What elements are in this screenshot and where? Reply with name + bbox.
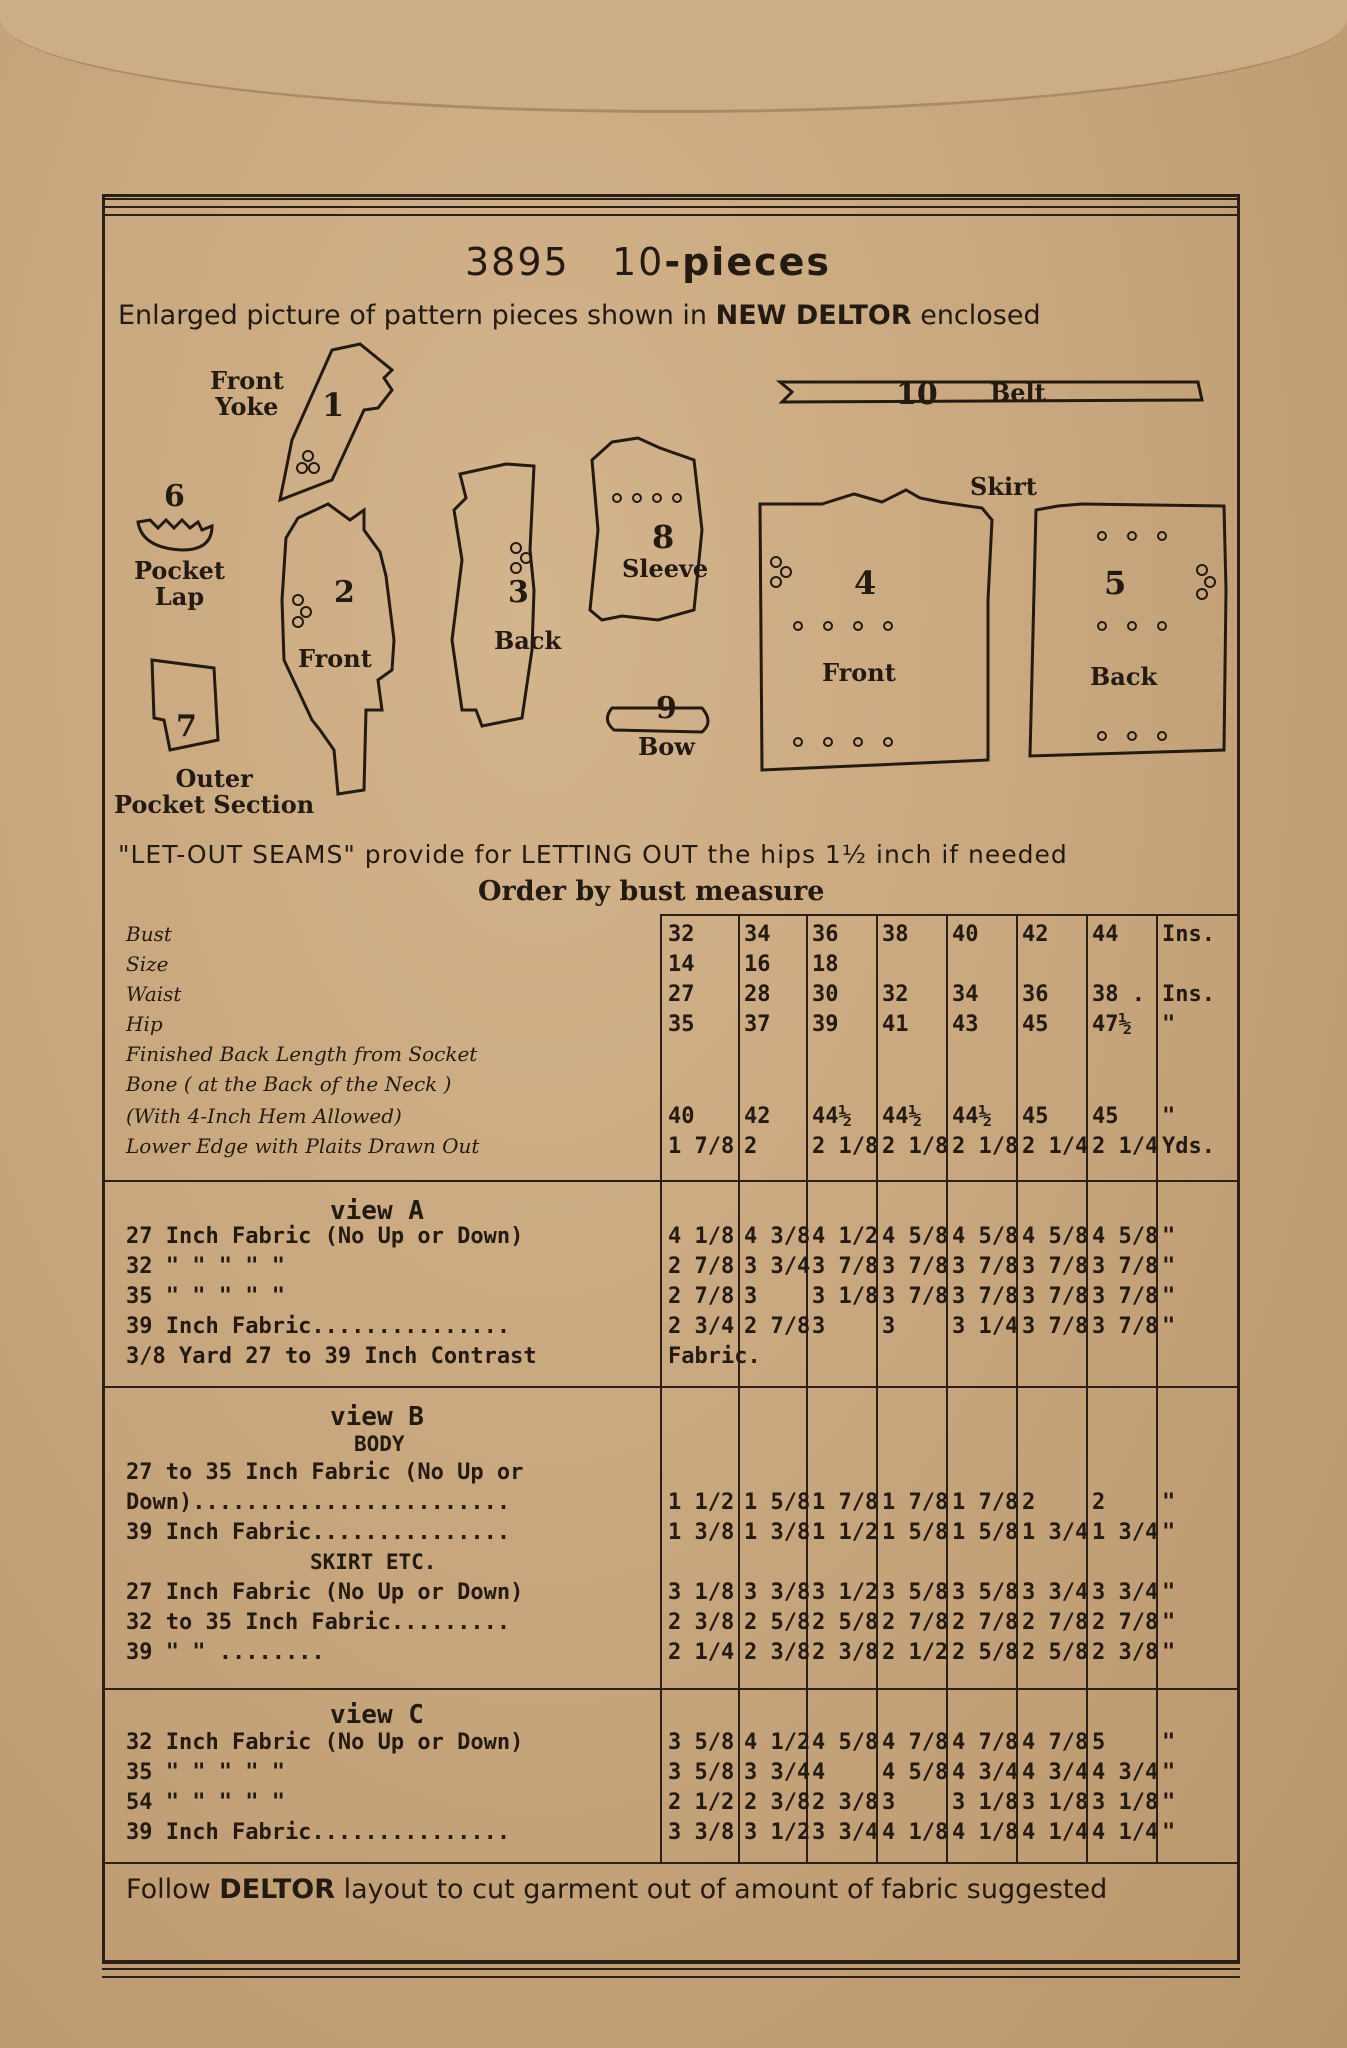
piece-8-shape <box>590 438 702 620</box>
col-line-2 <box>806 914 808 1862</box>
row-label: 39 Inch Fabric............... <box>126 1820 511 1845</box>
footer-divider <box>102 1862 1240 1864</box>
table-cell: 2 7/8 <box>882 1610 949 1635</box>
table-cell: 2 3/8 <box>744 1790 811 1815</box>
row-label: Size <box>126 952 169 976</box>
unit-cell: " <box>1162 1104 1176 1129</box>
row-label: 54 " " " " " <box>126 1790 285 1815</box>
table-cell: 3 7/8 <box>882 1284 949 1309</box>
table-cell: 4 1/4 <box>1022 1820 1089 1845</box>
table-cell: 3 7/8 <box>1092 1284 1159 1309</box>
unit-cell: " <box>1162 1760 1176 1785</box>
piece-10-number: 10 <box>896 377 938 412</box>
table-cell: 4 3/8 <box>744 1224 811 1249</box>
unit-cell: " <box>1162 1580 1176 1605</box>
table-cell: 2 1/8 <box>882 1134 949 1159</box>
row-label: Bone ( at the Back of the Neck ) <box>126 1072 452 1096</box>
table-cell: 1 7/8 <box>882 1490 949 1515</box>
table-cell: 3 7/8 <box>1092 1254 1159 1279</box>
row-label: Down)........................ <box>126 1490 511 1515</box>
table-cell: 3 <box>812 1314 826 1339</box>
subtitle-suffix: enclosed <box>911 300 1041 331</box>
table-cell: 36 <box>1022 982 1049 1007</box>
piece-1-label-b: Yoke <box>215 392 279 422</box>
piece-7-label <box>114 766 314 819</box>
table-cell: 1 5/8 <box>952 1520 1019 1545</box>
table-cell: 2 7/8 <box>952 1610 1019 1635</box>
col-line-4 <box>946 914 948 1862</box>
piece-4-shape <box>760 490 992 770</box>
piece-7-label-a: Outer <box>175 764 253 793</box>
table-cell: 3 5/8 <box>952 1580 1019 1605</box>
unit-cell: " <box>1162 1012 1176 1037</box>
row-label: 35 " " " " " <box>126 1760 285 1785</box>
pattern-number: 3895 <box>465 240 570 284</box>
piece-5-number: 5 <box>1104 564 1127 602</box>
piece-9-label: Bow <box>638 732 695 761</box>
table-cell: 3 5/8 <box>882 1580 949 1605</box>
table-cell: 3 1/8 <box>1022 1790 1089 1815</box>
table-cell: 2 3/4 <box>668 1314 735 1339</box>
table-cell: 18 <box>812 952 839 977</box>
table-cell: 44½ <box>952 1104 992 1129</box>
table-cell: 4 7/8 <box>952 1730 1019 1755</box>
table-cell: 14 <box>668 952 695 977</box>
unit-cell: " <box>1162 1284 1176 1309</box>
table-cell: 3 7/8 <box>1022 1254 1089 1279</box>
col-line-3 <box>876 914 878 1862</box>
view-b-divider <box>102 1386 1240 1388</box>
piece-6-shape <box>138 520 212 550</box>
table-cell: 3 1/2 <box>744 1820 811 1845</box>
table-cell: 32 <box>882 982 909 1007</box>
unit-cell: " <box>1162 1520 1176 1545</box>
order-heading: Order by bust measure <box>478 876 825 907</box>
piece-2-number: 2 <box>334 575 355 610</box>
unit-cell: Ins. <box>1162 922 1215 947</box>
table-cell: 2 7/8 <box>668 1284 735 1309</box>
table-cell: 2 5/8 <box>952 1640 1019 1665</box>
table-cell: 3 1/8 <box>812 1284 879 1309</box>
table-cell: 3 1/8 <box>1092 1790 1159 1815</box>
row-label: 32 Inch Fabric (No Up or Down) <box>126 1730 524 1755</box>
bottom-rule-2 <box>102 1968 1240 1970</box>
table-cell: 1 7/8 <box>952 1490 1019 1515</box>
piece-4-label: Front <box>822 658 896 687</box>
piece-6-number: 6 <box>164 479 185 514</box>
table-cell: 4 5/8 <box>1022 1224 1089 1249</box>
table-cell: 3 5/8 <box>668 1760 735 1785</box>
view-a-heading: view A <box>330 1196 424 1226</box>
table-cell: 38 <box>882 922 909 947</box>
row-label: Waist <box>126 982 182 1006</box>
table-cell: 27 <box>668 982 695 1007</box>
piece-1-label-a: Front <box>210 366 284 395</box>
skirt-label: Skirt <box>970 472 1037 501</box>
piece-5-label: Back <box>1090 662 1158 691</box>
table-cell: 4 1/2 <box>744 1730 811 1755</box>
piece-8-number: 8 <box>652 518 675 556</box>
table-cell: 3 5/8 <box>668 1730 735 1755</box>
unit-cell: Yds. <box>1162 1134 1215 1159</box>
table-cell: 44½ <box>812 1104 852 1129</box>
table-cell: 4 7/8 <box>1022 1730 1089 1755</box>
table-cell: 28 <box>744 982 771 1007</box>
table-cell: 2 7/8 <box>744 1314 811 1339</box>
row-label: 27 Inch Fabric (No Up or Down) <box>126 1580 524 1605</box>
table-cell: 39 <box>812 1012 839 1037</box>
view-b-skirt-heading: SKIRT ETC. <box>310 1550 437 1574</box>
table-cell: 44½ <box>882 1104 922 1129</box>
table-cell: 1 7/8 <box>668 1134 735 1159</box>
piece-9-number: 9 <box>656 691 677 726</box>
table-cell: 2 1/8 <box>812 1134 879 1159</box>
unit-cell: " <box>1162 1254 1176 1279</box>
table-cell: 42 <box>1022 922 1049 947</box>
table-cell: 4 1/8 <box>952 1820 1019 1845</box>
row-label: 32 to 35 Inch Fabric......... <box>126 1610 511 1635</box>
table-cell: 32 <box>668 922 695 947</box>
row-label: 27 Inch Fabric (No Up or Down) <box>126 1224 524 1249</box>
table-cell: 1 5/8 <box>882 1520 949 1545</box>
col-line-5 <box>1016 914 1018 1862</box>
piece-1-number: 1 <box>322 386 345 424</box>
row-label: 39 Inch Fabric............... <box>126 1314 511 1339</box>
table-cell: 30 <box>812 982 839 1007</box>
subtitle-prefix: Enlarged picture of pattern pieces shown in <box>118 300 716 331</box>
table-cell: 34 <box>744 922 771 947</box>
row-label: 39 " " ........ <box>126 1640 325 1665</box>
table-cell: 1 3/8 <box>668 1520 735 1545</box>
table-cell: 2 5/8 <box>1022 1640 1089 1665</box>
table-cell: 2 1/4 <box>1092 1134 1159 1159</box>
row-label: Lower Edge with Plaits Drawn Out <box>126 1134 480 1158</box>
table-cell: 2 3/8 <box>1092 1640 1159 1665</box>
table-cell: 4 3/4 <box>1092 1760 1159 1785</box>
piece-8-label: Sleeve <box>622 554 709 583</box>
piece-3-number: 3 <box>508 575 529 610</box>
table-cell: 2 7/8 <box>1022 1610 1089 1635</box>
table-cell: 2 5/8 <box>744 1610 811 1635</box>
table-cell: 37 <box>744 1012 771 1037</box>
table-cell: 34 <box>952 982 979 1007</box>
col-line-1 <box>738 914 740 1862</box>
table-cell: 3 3/4 <box>744 1254 811 1279</box>
table-cell: 36 <box>812 922 839 947</box>
table-cell: 3 3/4 <box>744 1760 811 1785</box>
table-cell: 5 <box>1092 1730 1106 1755</box>
table-cell: 1 3/4 <box>1092 1520 1159 1545</box>
col-line-6 <box>1086 914 1088 1862</box>
table-cell: 40 <box>668 1104 695 1129</box>
piece-6-label-a: Pocket <box>134 556 226 585</box>
view-c-divider <box>102 1688 1240 1690</box>
table-cell: 2 <box>744 1134 758 1159</box>
table-cell: 2 1/4 <box>668 1640 735 1665</box>
row-label: 3/8 Yard 27 to 39 Inch Contrast <box>126 1344 537 1369</box>
piece-5-shape <box>1030 504 1226 756</box>
row-label: 32 " " " " " <box>126 1254 285 1279</box>
table-cell: 1 1/2 <box>812 1520 879 1545</box>
pattern-title <box>465 240 831 284</box>
table-cell: 3 3/4 <box>1092 1580 1159 1605</box>
table-cell: 2 1/8 <box>952 1134 1019 1159</box>
table-cell: 4 5/8 <box>882 1224 949 1249</box>
row-label: (With 4-Inch Hem Allowed) <box>126 1104 402 1128</box>
table-cell: 3 7/8 <box>1092 1314 1159 1339</box>
subtitle <box>118 300 1041 331</box>
unit-cell: " <box>1162 1730 1176 1755</box>
unit-cell: Ins. <box>1162 982 1215 1007</box>
table-cell: Fabric. <box>668 1344 761 1369</box>
table-cell: 44 <box>1092 922 1119 947</box>
table-cell: 3 7/8 <box>882 1254 949 1279</box>
unit-cell: " <box>1162 1640 1176 1665</box>
unit-cell: " <box>1162 1490 1176 1515</box>
piece-3-label: Back <box>494 626 562 655</box>
table-cell: 38 . <box>1092 982 1145 1007</box>
table-cell: 4 <box>812 1760 826 1785</box>
letout-note: "LET-OUT SEAMS" provide for LETTING OUT the hips 1½ inch if needed <box>118 840 1068 869</box>
table-cell: 3 <box>882 1314 896 1339</box>
table-cell: 42 <box>744 1104 771 1129</box>
table-cell: 3 3/4 <box>1022 1580 1089 1605</box>
piece-10-label: Belt <box>990 378 1046 407</box>
table-cell: 47½ <box>1092 1012 1132 1037</box>
piece-word: -pieces <box>664 240 832 284</box>
unit-cell: " <box>1162 1790 1176 1815</box>
table-cell: 4 1/4 <box>1092 1820 1159 1845</box>
table-cell: 3 1/8 <box>668 1580 735 1605</box>
table-cell: 2 3/8 <box>812 1790 879 1815</box>
table-cell: 40 <box>952 922 979 947</box>
table-cell: 2 7/8 <box>1092 1610 1159 1635</box>
footer-suffix: layout to cut garment out of amount of fabric suggested <box>335 1874 1108 1905</box>
col-line-7 <box>1156 914 1158 1862</box>
table-cell: 1 5/8 <box>744 1490 811 1515</box>
table-cell: 3 1/8 <box>952 1790 1019 1815</box>
unit-cell: " <box>1162 1820 1176 1845</box>
table-cell: 16 <box>744 952 771 977</box>
table-cell: 2 5/8 <box>812 1610 879 1635</box>
piece-6-label-b: Lap <box>154 582 205 612</box>
table-cell: 4 1/8 <box>668 1224 735 1249</box>
table-cell: 1 3/8 <box>744 1520 811 1545</box>
table-cell: 3 <box>882 1790 896 1815</box>
table-cell: 4 5/8 <box>882 1760 949 1785</box>
table-cell: 2 1/4 <box>1022 1134 1089 1159</box>
table-cell: 2 <box>1092 1490 1106 1515</box>
table-cell: 1 7/8 <box>812 1490 879 1515</box>
table-cell: 3 7/8 <box>1022 1314 1089 1339</box>
row-label: 39 Inch Fabric............... <box>126 1520 511 1545</box>
table-cell: 2 3/8 <box>668 1610 735 1635</box>
row-label: Finished Back Length from Socket <box>126 1042 478 1066</box>
table-cell: 4 7/8 <box>882 1730 949 1755</box>
view-a-divider <box>102 1180 1240 1182</box>
bottom-rule-3 <box>102 1976 1240 1978</box>
unit-cell: " <box>1162 1314 1176 1339</box>
table-cell: 3 7/8 <box>952 1254 1019 1279</box>
footer-prefix: Follow <box>126 1874 220 1905</box>
table-top-line <box>660 914 1240 916</box>
unit-cell: " <box>1162 1224 1176 1249</box>
view-b-heading: view B <box>330 1402 424 1432</box>
table-cell: 3 3/8 <box>744 1580 811 1605</box>
piece-6-label <box>134 558 225 611</box>
table-cell: 45 <box>1022 1104 1049 1129</box>
table-cell: 4 1/8 <box>882 1820 949 1845</box>
table-cell: 45 <box>1022 1012 1049 1037</box>
table-cell: 1 1/2 <box>668 1490 735 1515</box>
col-line-0 <box>660 914 662 1862</box>
bottom-rule <box>102 1960 1240 1962</box>
table-cell: 45 <box>1092 1104 1119 1129</box>
table-cell: 2 <box>1022 1490 1036 1515</box>
table-cell: 4 3/4 <box>1022 1760 1089 1785</box>
subtitle-brand: NEW DELTOR <box>715 300 912 331</box>
table-cell: 3 3/8 <box>668 1820 735 1845</box>
footer-note <box>126 1874 1107 1905</box>
table-cell: 3 7/8 <box>812 1254 879 1279</box>
piece-4-number: 4 <box>854 564 877 602</box>
table-cell: 4 5/8 <box>812 1730 879 1755</box>
table-cell: 1 3/4 <box>1022 1520 1089 1545</box>
table-cell: 2 3/8 <box>812 1640 879 1665</box>
view-b-body-heading: BODY <box>354 1432 405 1456</box>
row-label: Bust <box>126 922 172 946</box>
row-label: 35 " " " " " <box>126 1284 285 1309</box>
table-cell: 3 3/4 <box>812 1820 879 1845</box>
table-cell: 2 1/2 <box>882 1640 949 1665</box>
table-cell: 2 7/8 <box>668 1254 735 1279</box>
table-cell: 3 <box>744 1284 758 1309</box>
table-cell: 43 <box>952 1012 979 1037</box>
table-cell: 3 7/8 <box>1022 1284 1089 1309</box>
piece-2-label: Front <box>298 644 372 673</box>
table-cell: 41 <box>882 1012 909 1037</box>
table-cell: 4 3/4 <box>952 1760 1019 1785</box>
piece-count: 10 <box>611 240 665 284</box>
row-label: 27 to 35 Inch Fabric (No Up or <box>126 1460 524 1485</box>
table-cell: 4 5/8 <box>1092 1224 1159 1249</box>
table-cell: 3 1/2 <box>812 1580 879 1605</box>
table-cell: 4 5/8 <box>952 1224 1019 1249</box>
row-label: Hip <box>126 1012 163 1036</box>
footer-brand: DELTOR <box>219 1874 336 1905</box>
view-c-heading: view C <box>330 1700 424 1730</box>
piece-1-label <box>210 368 284 421</box>
table-cell: 2 3/8 <box>744 1640 811 1665</box>
table-cell: 35 <box>668 1012 695 1037</box>
table-cell: 3 1/4 <box>952 1314 1019 1339</box>
unit-cell: " <box>1162 1610 1176 1635</box>
table-cell: 3 7/8 <box>952 1284 1019 1309</box>
table-cell: 4 1/2 <box>812 1224 879 1249</box>
piece-7-number: 7 <box>176 709 197 744</box>
piece-7-label-b: Pocket Section <box>114 790 315 820</box>
table-cell: 2 1/2 <box>668 1790 735 1815</box>
